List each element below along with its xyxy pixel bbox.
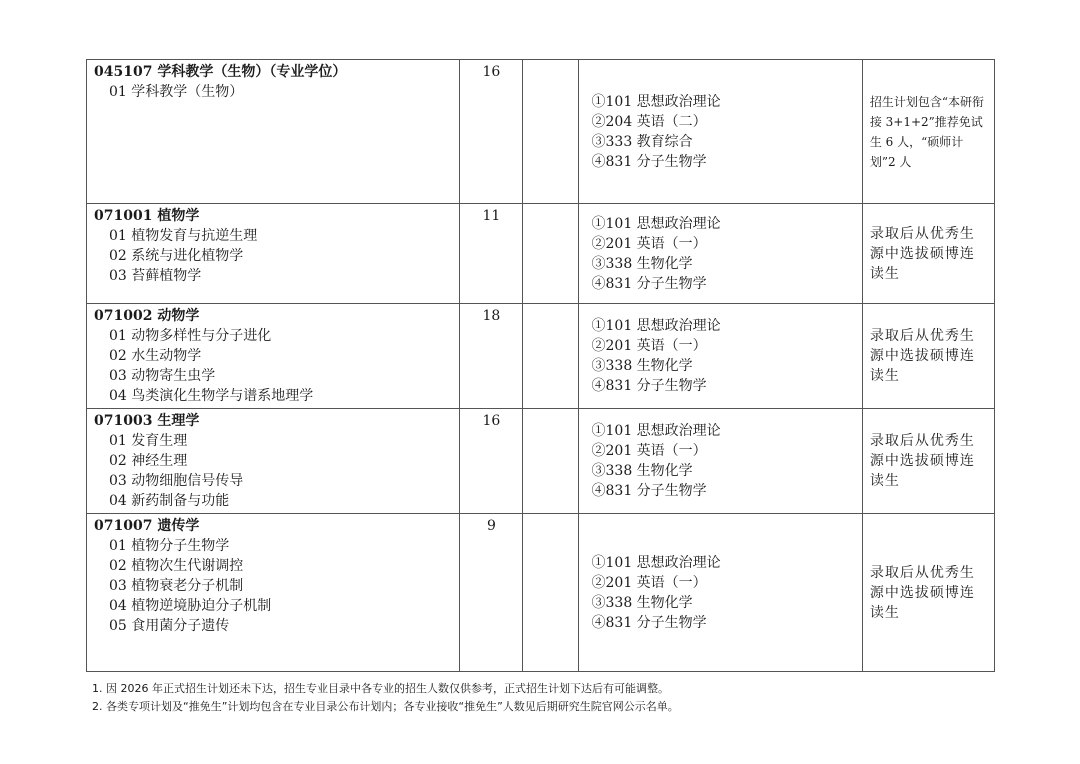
major-title: 045107 学科教学（生物）（专业学位） [94,64,347,80]
research-direction: 01 植物分子生物学 [109,538,230,554]
exam-subject: ①101 思想政治理论 [591,93,721,110]
enrollment-count: 18 [460,304,523,409]
exam-subjects [578,60,862,204]
research-direction: 02 系统与进化植物学 [109,248,244,264]
exam-subject: ③338 生物化学 [591,255,693,272]
footnote: 2. 各类专项计划及“推免生”计划均包含在专业目录公布计划内；各专业接收“推免生”人数见后期研究生院官网公示名单。 [92,700,679,713]
exam-subject: ②201 英语（一） [591,574,707,591]
exam-subject: ②201 英语（一） [591,338,707,354]
empty-cell [523,409,578,514]
research-direction: 02 植物次生代谢调控 [109,558,244,574]
enrollment-count: 9 [460,514,523,672]
research-direction: 03 植物衰老分子机制 [109,578,244,594]
research-direction: 02 神经生理 [109,453,188,469]
major-title: 071002 动物学 [94,308,200,324]
table-row [87,514,995,672]
exam-subjects [578,514,862,672]
enrollment-count: 16 [460,60,523,204]
exam-subject: ①101 思想政治理论 [591,554,721,571]
research-direction: 01 发育生理 [109,433,188,449]
research-direction: 04 植物逆境胁迫分子机制 [109,598,272,614]
research-direction: 04 新药制备与功能 [109,493,230,509]
table-row [87,304,995,409]
exam-subject: ④831 分子生物学 [591,153,707,170]
major-cell [87,304,460,409]
exam-subject: ①101 思想政治理论 [591,318,721,334]
remark-cell: 录取后从优秀生源中选拔硕博连读生 [862,204,994,304]
major-cell [87,60,460,204]
footnote: 1. 因 2026 年正式招生计划还未下达，招生专业目录中各专业的招生人数仅供参考，正式招生计划下达后有可能调整。 [92,682,669,695]
enrollment-catalog-table [86,59,995,672]
exam-subject: ④831 分子生物学 [591,483,707,499]
major-cell [87,204,460,304]
research-direction: 03 苔藓植物学 [109,268,202,284]
research-direction: 04 鸟类演化生物学与谱系地理学 [109,388,314,404]
table-row [87,204,995,304]
exam-subject: ③338 生物化学 [591,463,693,479]
major-title: 071001 植物学 [94,208,200,224]
remark-cell: 录取后从优秀生源中选拔硕博连读生 [862,409,994,514]
major-cell [87,409,460,514]
footnotes [92,680,992,716]
remark-cell: 录取后从优秀生源中选拔硕博连读生 [862,304,994,409]
research-direction: 01 学科教学（生物） [109,84,244,100]
exam-subject: ②201 英语（一） [591,443,707,459]
remark-cell: 录取后从优秀生源中选拔硕博连读生 [862,514,994,672]
research-direction: 03 动物细胞信号传导 [109,473,244,489]
exam-subject: ②201 英语（一） [591,235,707,252]
exam-subject: ③338 生物化学 [591,594,693,611]
empty-cell [523,304,578,409]
research-direction: 03 动物寄生虫学 [109,368,216,384]
remark-cell: 招生计划包含“本研衔接 3+1+2”推荐免试生 6 人，“硕师计划”2 人 [862,60,994,204]
table-row [87,409,995,514]
major-title: 071003 生理学 [94,413,200,429]
research-direction: 02 水生动物学 [109,348,202,364]
exam-subject: ③333 教育综合 [591,133,693,150]
major-cell [87,514,460,672]
exam-subject: ②204 英语（二） [591,113,707,130]
empty-cell [523,60,578,204]
empty-cell [523,514,578,672]
empty-cell [523,204,578,304]
research-direction: 05 食用菌分子遗传 [109,618,230,634]
research-direction: 01 动物多样性与分子进化 [109,328,272,344]
major-title: 071007 遗传学 [94,518,200,534]
exam-subject: ④831 分子生物学 [591,614,707,631]
exam-subject: ①101 思想政治理论 [591,215,721,232]
research-direction: 01 植物发育与抗逆生理 [109,228,258,244]
exam-subject: ③338 生物化学 [591,358,693,374]
table-row [87,60,995,204]
exam-subject: ①101 思想政治理论 [591,423,721,439]
exam-subject: ④831 分子生物学 [591,378,707,394]
exam-subject: ④831 分子生物学 [591,275,707,292]
exam-subjects [578,409,862,514]
exam-subjects [578,204,862,304]
enrollment-count: 11 [460,204,523,304]
enrollment-count: 16 [460,409,523,514]
exam-subjects [578,304,862,409]
